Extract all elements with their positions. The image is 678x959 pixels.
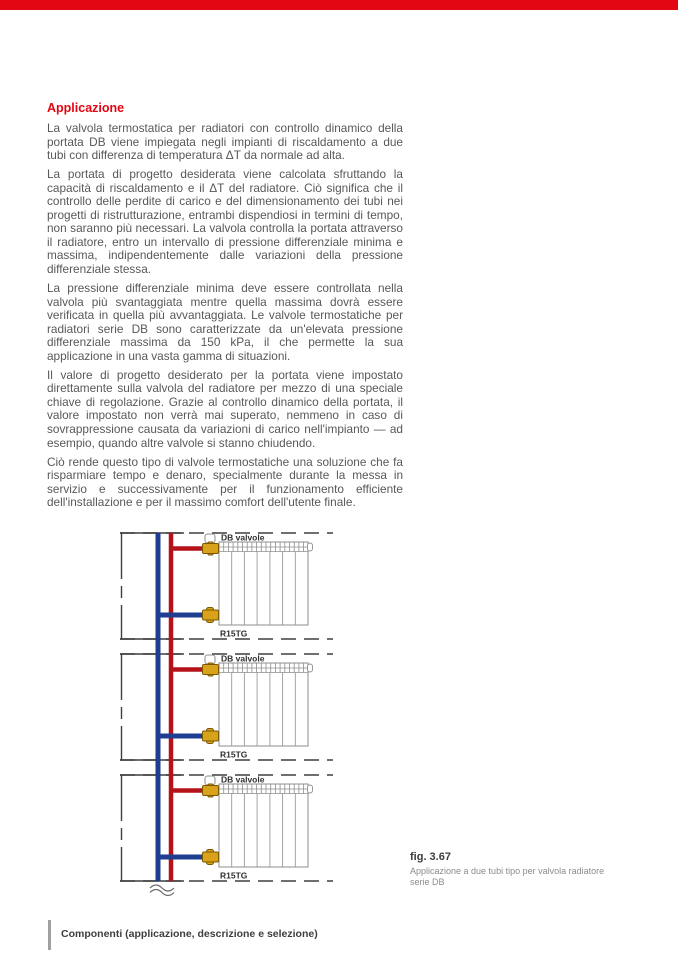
floor-valves-3 (158, 776, 219, 865)
figure-caption-text: Applicazione a due tubi tipo per valvola radiatore serie DB (410, 866, 605, 887)
figure-caption (410, 851, 625, 887)
floor-outline-1 (120, 533, 333, 639)
db-valve-label: DB valvole (221, 532, 265, 543)
section-heading: Applicazione (47, 101, 125, 115)
figure-label: fig. 3.67 (410, 851, 451, 863)
paragraph-1: La valvola termostatica per radiatori con controllo dinamico della portata DB viene impiegata negli impianti di riscaldamento a due tubi con differenza di temperatura ΔT da normale ad alta. (47, 121, 403, 163)
article-body (47, 101, 403, 515)
footer-section-title: Componenti (applicazione, descrizione e selezione) (61, 928, 318, 940)
paragraph-3: La pressione differenziale minima deve essere controllata nella valvola più svantaggiata mentre quella massima dovrà essere verificata in quella più avvantaggiata. Le valvole termostatiche per radiatori serie DB sono caratterizzate da un'elevata pressione differenziale massima da 150 kPa, il che permette la sua applicazione in una vasta gamma di situazioni. (47, 281, 403, 363)
top-accent-bar (0, 0, 678, 10)
db-valve-label: DB valvole (221, 653, 265, 664)
floor-valves-2 (158, 655, 219, 744)
two-pipe-application-diagram (110, 525, 345, 905)
radiator-piping-schematic (110, 525, 345, 905)
paragraph-2: La portata di progetto desiderata viene calcolata sfruttando la capacità di riscaldamento e il ΔT del radiatore. Ciò significa che il controllo delle perdite di carico e del dimensionamento dei tubi nei progetti di ristrutturazione, entrambi dispendiosi in termini di tempo, non saranno più necessari. La valvola controlla la portata attraverso il radiatore, entro un intervallo di pressione differenziale minima e massima, indipendentemente dalle variazioni della pressione differenziale stessa. (47, 167, 403, 276)
floor-outline-3 (120, 775, 333, 881)
paragraph-4: Il valore di progetto desiderato per la portata viene impostato direttamente sulla valvola del radiatore per mezzo di una speciale chiave di regolazione. Grazie al controllo dinamico della portata, il valore impostato non verrà mai superato, nemmeno in caso di sovrappressione causata da variazioni di carico nell'impianto — ad esempio, quando altre valvole si stanno chiudendo. (47, 367, 403, 450)
return-valve-label: R15TG (220, 870, 248, 881)
db-valve-label: DB valvole (221, 774, 265, 785)
floor-valves-1 (158, 534, 219, 623)
footer-rule (48, 920, 51, 950)
floor-outline-2 (120, 654, 333, 760)
return-valve-label: R15TG (220, 749, 248, 760)
paragraph-5: Ciò rende questo tipo di valvole termostatiche una soluzione che fa risparmiare tempo e denaro, specialmente durante la messa in servizio e successivamente per il funzionamento efficiente dell'installazione e per il massimo comfort dell'utente finale. (47, 454, 403, 510)
return-valve-label: R15TG (220, 628, 248, 639)
